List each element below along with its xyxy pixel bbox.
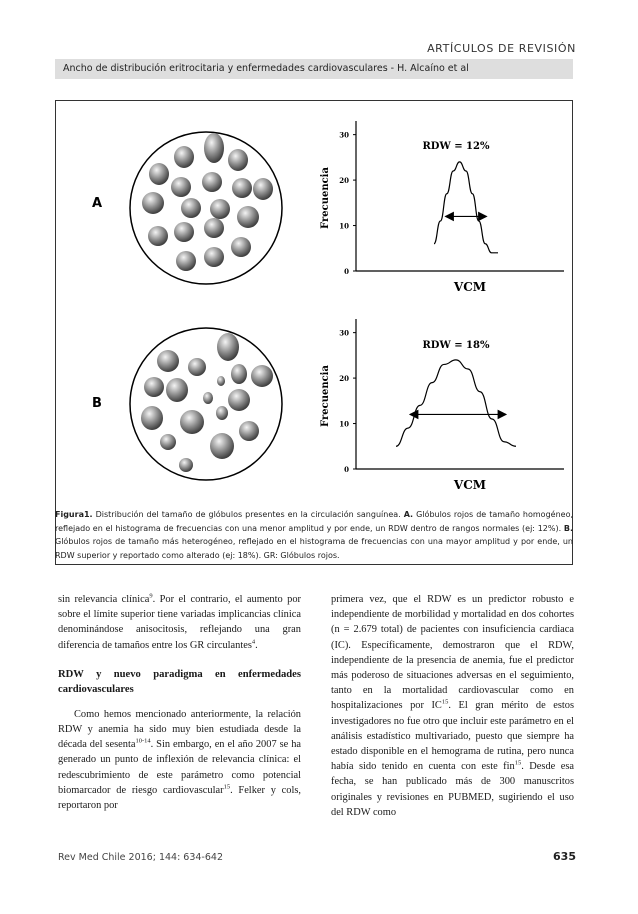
distribution-curve (434, 162, 498, 253)
y-axis-label: Frecuencia (320, 365, 331, 427)
figure-box (55, 100, 573, 565)
cells-panel-b (130, 328, 282, 480)
cell (144, 377, 164, 397)
y-tick-label: 30 (339, 130, 349, 140)
cell (160, 434, 176, 450)
body-column-right (331, 592, 574, 820)
cell (202, 172, 222, 192)
caption-figure-label: Figura1. (55, 510, 93, 519)
running-head: Ancho de distribución eritrocitaria y enfermedades cardiovasculares - H. Alcaíno et al (55, 59, 573, 79)
paragraph: primera vez, que el RDW es un predictor robusto e independiente de morbilidad y mortalidad en dos cohortes (n = 2.679 total) de pacientes con insuficiencia cardiaca (IC). Específicamente, demostraron que el RDW, independiente de la presencia de anemia, fue el predictor más poderoso de situaciones adversas en el seguimiento, tanto en la mortalidad cardiovascular como en hospitalizaciones por IC$^{15}$. El gran mérito de estos investigadores no fue otro que incluir este parámetro en el análisis estadístico multivariado, puesto que siempre ha estado disponible en el hemograma de rutina, pero nunca había sido tenido en cuenta con este fin$^{15}$. Desde esa fecha, se han publicado más de 300 manuscritos originales y revisiones en PUBMED, sugiriendo el uso del RDW como (331, 594, 574, 818)
x-axis-label: VCM (453, 280, 487, 294)
y-tick-label: 0 (344, 267, 349, 276)
caption-a-label: A. (403, 510, 414, 519)
caption-text-1: Distribución del tamaño de glóbulos presentes en la circulación sanguínea. (92, 510, 404, 519)
cell (204, 218, 224, 238)
y-axis-label: Frecuencia (320, 167, 331, 229)
y-tick-label: 20 (339, 176, 349, 186)
cell (171, 177, 191, 197)
cell (217, 333, 239, 361)
cell (142, 192, 164, 214)
footer-journal: Rev Med Chile 2016; 144: 634-642 (58, 852, 223, 863)
cell (180, 410, 204, 434)
cell (149, 163, 169, 185)
cell (174, 146, 194, 168)
y-tick-label: 10 (339, 221, 349, 231)
cell (217, 376, 225, 386)
section-label: ARTÍCULOS DE REVISIÓN (427, 42, 576, 55)
cell (181, 198, 201, 218)
cell (228, 149, 248, 171)
cell (148, 226, 168, 246)
cell (231, 364, 247, 384)
y-tick-label: 20 (339, 374, 349, 384)
y-tick-label: 10 (339, 419, 349, 429)
cell (251, 365, 273, 387)
histogram-b (320, 319, 564, 492)
cell (179, 458, 193, 472)
paragraph: sin relevancia clínica$^9$. Por el contrario, el aumento por sobre el límite superior tiene variadas implicancias clínica denominándose anisocitosis, reflejando una gran diferencia de tamaños entre los GR circulantes$^4$. (58, 592, 301, 651)
figure-caption (55, 508, 573, 562)
cell (232, 178, 252, 198)
cell (253, 178, 273, 200)
cell (188, 358, 206, 376)
panel-a-label: A (92, 196, 103, 211)
figure-svg (56, 101, 574, 506)
cells-panel-a (130, 132, 282, 284)
caption-text-2: Glóbulos rojos de tamaño homogéneo, reflejado en el histograma de frecuencias con una menor amplitud y por ende, un RDW dentro de rangos normales (ej: 12%). (55, 510, 574, 533)
footer-page-number: 635 (553, 850, 576, 863)
cell (210, 433, 234, 459)
cell (203, 392, 213, 404)
panel-b-label: B (92, 396, 102, 411)
cell (174, 222, 194, 242)
cell (141, 406, 163, 430)
cell (239, 421, 259, 441)
cell (204, 133, 224, 163)
y-tick-label: 0 (344, 465, 349, 474)
cell (228, 389, 250, 411)
x-axis-label: VCM (453, 478, 487, 492)
caption-b-label: B. (563, 523, 573, 533)
cell (216, 406, 228, 420)
chart-title: RDW = 12% (422, 141, 490, 152)
cell (210, 199, 230, 219)
chart-title: RDW = 18% (422, 340, 490, 351)
body-column-left (58, 592, 301, 813)
section-heading: RDW y nuevo paradigma en enfermedades cardiovasculares (58, 668, 301, 695)
y-tick-label: 30 (339, 328, 349, 338)
cell (237, 206, 259, 228)
cell (176, 251, 196, 271)
paragraph: Como hemos mencionado anteriormente, la relación RDW y anemia ha sido muy bien estudiada desde la década del sesenta$^{10-14}$. Sin embargo, en el año 2007 se ha generado un punto de inflexión de relevancia clínica: el redescubrimiento de este parámetro como potencial biomarcador de riesgo cardiovascular$^{15}$. Felker y cols, reportaron por (58, 708, 302, 812)
caption-text-3: Glóbulos rojos de tamaño más heterogéneo, reflejado en el histograma de frecuencias con una mayor amplitud y por ende, un RDW superior y reportado como alterado (ej: 18%). GR: Glóbulos rojos. (55, 537, 573, 560)
cell (166, 378, 188, 402)
histogram-a (320, 121, 564, 294)
cell (157, 350, 179, 372)
cell (231, 237, 251, 257)
cell-field-b (130, 328, 282, 480)
distribution-curve (396, 360, 516, 446)
cell (204, 247, 224, 267)
